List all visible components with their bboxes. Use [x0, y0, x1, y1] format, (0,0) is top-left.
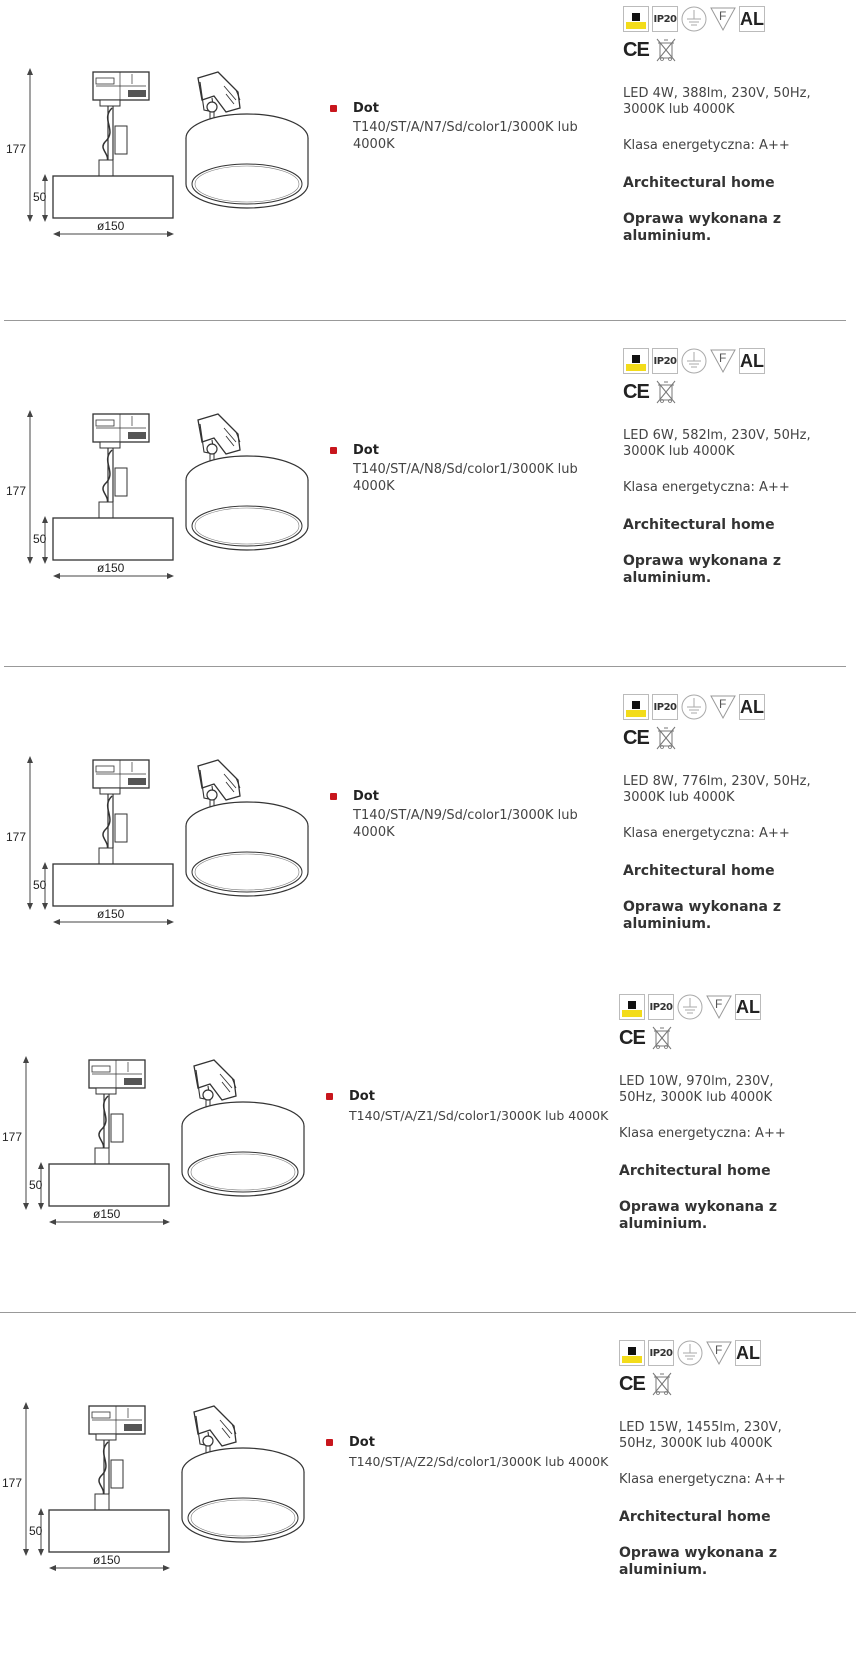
compliance-icons — [623, 37, 677, 63]
product-code: T140/ST/A/N9/Sd/color1/3000K lub 4000K — [353, 808, 578, 840]
product-code: T140/ST/A/Z1/Sd/color1/3000K lub 4000K — [349, 1108, 609, 1123]
product-name: Dot — [349, 1435, 375, 1450]
collection-name: Architectural home — [623, 175, 775, 191]
collection-name: Architectural home — [623, 863, 775, 879]
technical-drawing — [0, 1048, 326, 1228]
product-code: T140/ST/A/N8/Sd/color1/3000K lub 4000K — [353, 462, 578, 494]
technical-drawing — [0, 1394, 326, 1574]
product-name: Dot — [353, 101, 379, 116]
technical-drawing — [0, 60, 330, 240]
weee-bin-icon — [655, 37, 677, 63]
collection-name: Architectural home — [619, 1163, 771, 1179]
f-mark-icon — [706, 1340, 732, 1366]
energy-class: Klasa energetyczna: A++ — [619, 1126, 786, 1141]
product-specs: LED 8W, 776lm, 230V, 50Hz, 3000K lub 4000K — [623, 774, 811, 805]
dim-height-label: 177 — [6, 830, 27, 844]
list-bullet — [330, 793, 337, 800]
compliance-icons — [619, 1371, 673, 1397]
energy-class: Klasa energetyczna: A++ — [619, 1472, 786, 1487]
f-mark-icon — [710, 348, 736, 374]
product-card — [0, 1334, 852, 1664]
f-mark-icon — [710, 694, 736, 720]
product-card — [0, 342, 856, 672]
material-info: Oprawa wykonana z aluminium. — [623, 553, 781, 586]
list-bullet — [326, 1439, 333, 1446]
earth-ground-icon — [677, 994, 703, 1020]
material-info: Oprawa wykonana z aluminium. — [619, 1545, 777, 1578]
f-mark-label: F — [719, 9, 727, 23]
product-code: T140/ST/A/Z2/Sd/color1/3000K lub 4000K — [349, 1454, 609, 1469]
product-specs: LED 10W, 970lm, 230V, 50Hz, 3000K lub 4000K — [619, 1074, 774, 1105]
product-card — [0, 988, 852, 1318]
f-mark-label: F — [719, 697, 727, 711]
ip-rating-icon: IP20 — [648, 994, 674, 1020]
light-source-icon — [623, 6, 649, 32]
product-name: Dot — [349, 1089, 375, 1104]
product-specs: LED 4W, 388lm, 230V, 50Hz, 3000K lub 4000K — [623, 86, 811, 117]
dim-diameter-label: ø150 — [97, 219, 125, 233]
earth-ground-icon — [677, 1340, 703, 1366]
dim-body-label: 50 — [29, 1178, 43, 1192]
product-name: Dot — [353, 443, 379, 458]
ce-mark-icon: CE — [619, 1372, 645, 1395]
light-source-icon — [623, 348, 649, 374]
dim-height-label: 177 — [6, 484, 27, 498]
dim-body-label: 50 — [33, 878, 47, 892]
product-drawing — [0, 402, 330, 582]
f-mark-icon — [706, 994, 732, 1020]
energy-class: Klasa energetyczna: A++ — [623, 138, 790, 153]
dim-body-label: 50 — [33, 532, 47, 546]
certification-icons — [623, 694, 765, 720]
ce-mark-icon: CE — [619, 1026, 645, 1049]
light-source-icon — [619, 1340, 645, 1366]
ce-mark-icon: CE — [623, 380, 649, 403]
weee-bin-icon — [651, 1371, 673, 1397]
weee-bin-icon — [651, 1025, 673, 1051]
product-drawing — [0, 1394, 326, 1574]
dim-diameter-label: ø150 — [97, 561, 125, 575]
earth-ground-icon — [681, 694, 707, 720]
product-card — [0, 0, 856, 330]
ce-mark-icon: CE — [623, 38, 649, 61]
collection-name: Architectural home — [623, 517, 775, 533]
collection-name: Architectural home — [619, 1509, 771, 1525]
ip-rating-icon: IP20 — [652, 6, 678, 32]
dim-height-label: 177 — [2, 1476, 23, 1490]
certification-icons — [623, 6, 765, 32]
energy-class: Klasa energetyczna: A++ — [623, 480, 790, 495]
product-name: Dot — [353, 789, 379, 804]
ip-rating-icon: IP20 — [648, 1340, 674, 1366]
product-specs: LED 6W, 582lm, 230V, 50Hz, 3000K lub 4000K — [623, 428, 811, 459]
weee-bin-icon — [655, 379, 677, 405]
f-mark-icon — [710, 6, 736, 32]
list-bullet — [326, 1093, 333, 1100]
dim-body-label: 50 — [29, 1524, 43, 1538]
aluminium-icon: AL — [735, 1340, 761, 1366]
energy-class: Klasa energetyczna: A++ — [623, 826, 790, 841]
earth-ground-icon — [681, 6, 707, 32]
aluminium-icon: AL — [739, 348, 765, 374]
compliance-icons — [619, 1025, 673, 1051]
certification-icons — [619, 994, 761, 1020]
material-info: Oprawa wykonana z aluminium. — [623, 211, 781, 244]
product-card — [0, 688, 856, 1018]
dim-diameter-label: ø150 — [93, 1207, 121, 1221]
list-bullet — [330, 105, 337, 112]
certification-icons — [623, 348, 765, 374]
light-source-icon — [623, 694, 649, 720]
dim-height-label: 177 — [6, 142, 27, 156]
aluminium-icon: AL — [735, 994, 761, 1020]
dim-diameter-label: ø150 — [97, 907, 125, 921]
technical-drawing — [0, 748, 330, 928]
technical-drawing — [0, 402, 330, 582]
f-mark-label: F — [719, 351, 727, 365]
ce-mark-icon: CE — [623, 726, 649, 749]
product-drawing — [0, 748, 330, 928]
product-specs: LED 15W, 1455lm, 230V, 50Hz, 3000K lub 4000K — [619, 1420, 782, 1451]
product-drawing — [0, 1048, 326, 1228]
dim-height-label: 177 — [2, 1130, 23, 1144]
aluminium-icon: AL — [739, 694, 765, 720]
list-bullet — [330, 447, 337, 454]
material-info: Oprawa wykonana z aluminium. — [623, 899, 781, 932]
ip-rating-icon: IP20 — [652, 694, 678, 720]
light-source-icon — [619, 994, 645, 1020]
f-mark-label: F — [715, 997, 723, 1011]
earth-ground-icon — [681, 348, 707, 374]
product-drawing — [0, 60, 330, 240]
compliance-icons — [623, 379, 677, 405]
weee-bin-icon — [655, 725, 677, 751]
f-mark-label: F — [715, 1343, 723, 1357]
compliance-icons — [623, 725, 677, 751]
material-info: Oprawa wykonana z aluminium. — [619, 1199, 777, 1232]
aluminium-icon: AL — [739, 6, 765, 32]
product-code: T140/ST/A/N7/Sd/color1/3000K lub 4000K — [353, 120, 578, 152]
certification-icons — [619, 1340, 761, 1366]
dim-diameter-label: ø150 — [93, 1553, 121, 1567]
dim-body-label: 50 — [33, 190, 47, 204]
ip-rating-icon: IP20 — [652, 348, 678, 374]
